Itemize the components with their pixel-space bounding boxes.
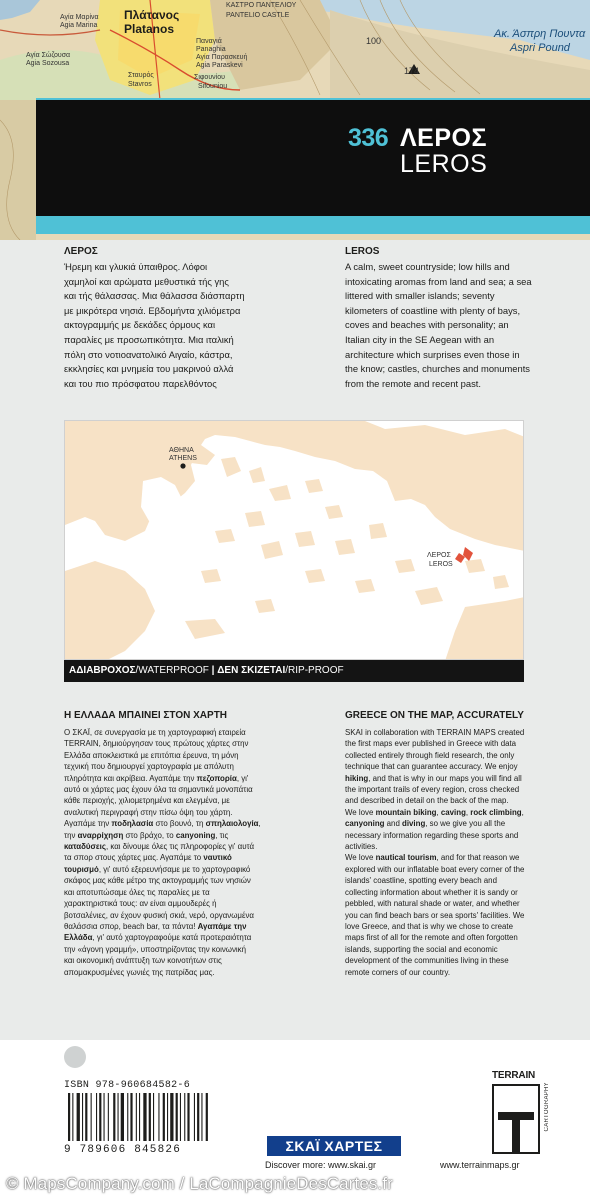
text-line <box>345 841 577 852</box>
recycle-badge-icon <box>64 1046 86 1068</box>
text-line <box>345 887 577 898</box>
leros-label-gr: ΛΕΡΟΣ <box>427 552 451 559</box>
text-line <box>64 875 332 886</box>
greek-intro-text <box>64 260 314 391</box>
title-greek: ΛΕΡΟΣ <box>400 124 487 152</box>
barcode-bar <box>163 1093 165 1141</box>
text-line <box>64 898 332 909</box>
barcode-bar <box>91 1093 92 1141</box>
text-line <box>345 738 577 749</box>
text-run: βοτσαλένιες, αν έχουν φυσική σκιά, νερό, οργανωμένα <box>64 910 254 920</box>
barcode-bar <box>180 1093 181 1141</box>
bold-term: caving <box>440 807 466 817</box>
bold-term: σπηλαιολογία <box>205 819 259 829</box>
english-intro-text <box>345 260 565 391</box>
bold-term: Ελλάδα <box>64 933 93 943</box>
text-run: στο βουνό, τη <box>153 819 206 829</box>
text-line <box>64 910 332 921</box>
bold-term: πεζοπορία <box>196 773 237 783</box>
waterproof-en: /WATERPROOF <box>135 665 209 676</box>
text-line: from the remote and recent past. <box>345 377 482 389</box>
text-line <box>64 830 332 841</box>
barcode-bar <box>197 1093 199 1141</box>
text-line: εκκλησίες και μνημεία του μακρινού αλλά <box>64 363 234 375</box>
text-run: απομακρυσμένες γωνιές της πατρίδας μας. <box>64 967 215 977</box>
text-line <box>64 761 332 772</box>
title-english: LEROS <box>400 150 488 178</box>
barcode-bar <box>167 1093 168 1141</box>
text-run: αυτό οι χάρτες μας έχουν όλα τα σημαντικά μονοπάτια <box>64 785 253 795</box>
map-label-panagia-en: Panaghia <box>196 46 226 53</box>
barcode-bar <box>108 1093 109 1141</box>
text-run: πληρότητα και ακρίβεια. Αγαπάμε την <box>64 773 197 783</box>
text-line: ακτογραμμής με δεκάδες όρμους και <box>64 319 216 331</box>
text-run: collecting information about whether it is sandy or <box>345 887 518 897</box>
barcode-bar <box>118 1093 119 1141</box>
barcode-bar <box>113 1093 115 1141</box>
text-line: littered with smaller islands; seventy <box>345 290 495 302</box>
terrain-logo-name: TERRAIN <box>492 1070 536 1081</box>
text-run: SKAI in collaboration with TERRAIN MAPS created <box>345 728 525 737</box>
text-run: development of the communities living in these <box>345 956 509 966</box>
map-label-platanos-en: Platanos <box>124 22 175 36</box>
barcode-bar <box>136 1093 137 1141</box>
text-run: , και δίνουμε όλες τις πληροφορίες γι' αυτά <box>105 842 255 852</box>
barcode-bar <box>194 1093 195 1141</box>
text-run: , <box>521 807 524 817</box>
text-line: και του πιο πρόσφατου παρελθόντος <box>64 377 217 389</box>
athens-label-gr: ΑΘΗΝΑ <box>169 447 194 454</box>
text-run: και αποτυπώσαμε όλες τις παραλίες με τα <box>64 887 210 897</box>
text-run: love Greece, and that is why we chose to create <box>345 921 513 931</box>
text-line <box>64 750 332 761</box>
text-run: the important trails of every region, cross checked <box>345 785 520 795</box>
text-run: , <box>465 807 471 817</box>
text-line <box>64 727 332 738</box>
map-label-altitude-174: 174 <box>404 66 420 76</box>
barcode-bar <box>184 1093 185 1141</box>
text-line <box>345 773 577 784</box>
bold-term: τουρισμό <box>64 864 99 874</box>
bold-term: καταδύσεις <box>64 842 106 852</box>
text-line: Italian city in the SE Aegean with an <box>345 333 495 345</box>
text-run: αναλυτική περιγραφή στην πίσω όψη του χάρτη. <box>64 807 233 817</box>
text-line <box>345 932 577 943</box>
barcode-graphic <box>64 1093 244 1143</box>
text-run: Ελλάδα αποκλειστικά με επιτόπια έρευνα, τη μόνη <box>64 750 239 760</box>
text-line <box>345 830 577 841</box>
barcode-bar <box>187 1093 189 1141</box>
barcode-bar <box>121 1093 124 1141</box>
text-run: , so we give you all the <box>425 819 506 829</box>
text-line <box>64 967 332 978</box>
aegean-map-graphic <box>65 421 524 660</box>
bold-term: canyoning <box>175 830 216 840</box>
text-run: We love <box>345 853 376 863</box>
bold-term: rock climbing <box>470 807 522 817</box>
map-label-agia-marina-en: Agia Marina <box>60 22 98 29</box>
text-line <box>64 795 332 806</box>
map-label-castle-en: PANTELIO CASTLE <box>226 12 290 19</box>
text-line <box>345 818 577 829</box>
text-run: και οικονομική ανάπτυξη των κοινοτήτων στις <box>64 956 222 966</box>
barcode-bar <box>82 1093 83 1141</box>
text-line: kilometers of coastline with plenty of bays, <box>345 304 521 316</box>
map-number: 336 <box>348 124 389 152</box>
text-run: , and that is why in our maps you will find all <box>368 773 522 783</box>
text-run: maps first of all for the remote and often forgotten <box>345 933 518 943</box>
text-line <box>345 898 577 909</box>
barcode-bar <box>77 1093 80 1141</box>
english-intro-heading: LEROS <box>345 246 380 257</box>
text-run: the first maps ever published in Greece with data <box>345 739 517 749</box>
text-line: the know; castles, churches and monuments <box>345 363 530 375</box>
ripproof-gr: ΔΕΝ ΣΚΙΖΕΤΑΙ <box>217 665 286 676</box>
text-run: θαλάσσια σπορ, beach bar, τα πάντα! <box>64 921 198 931</box>
barcode-bar <box>68 1093 70 1141</box>
leros-label-en: LEROS <box>429 561 453 568</box>
barcode-bar <box>127 1093 128 1141</box>
text-line <box>345 807 577 818</box>
text-line <box>345 795 577 806</box>
text-line <box>345 761 577 772</box>
english-body-heading: GREECE ON THE MAP, ACCURATELY <box>345 710 524 721</box>
text-line: παραλίες με προσωπικότητα. Μια ιταλική <box>64 333 234 345</box>
barcode-bar <box>153 1093 154 1141</box>
text-run: islands' coastline, spotting every beach and <box>345 876 497 886</box>
map-label-agia-paraskevi-gr: Αγία Παρασκευή <box>196 54 248 61</box>
map-label-altitude-100: 100 <box>366 36 382 46</box>
skai-logo-name: ΣΚΑΪ <box>285 1138 321 1154</box>
greek-body-text <box>64 727 332 978</box>
text-run: σκάφος μας κάθε μέτρο της ακτογραμμής των νησιών <box>64 876 251 886</box>
text-line <box>345 864 577 875</box>
text-run: TERRAIN, δημιούργησαν τους πρώτους χάρτες στην <box>64 739 249 749</box>
text-run: την «άγονη γραμμή», υποστηρίζοντας την κοινωνική <box>64 944 246 954</box>
text-run: κάθε περιοχής, χιλιομετρημένα και ελεγμένα, με <box>64 796 230 806</box>
bold-term: αναρρίχηση <box>77 830 124 840</box>
waterproof-gr: ΑΔΙΑΒΡΟΧΟΣ <box>69 665 136 676</box>
barcode-bar <box>96 1093 97 1141</box>
map-label-castle-gr: ΚΑΣΤΡΟ ΠΑΝΤΕΛΙΟΥ <box>226 2 297 9</box>
terrain-logo-sub: CARTOGRAPHY <box>544 1082 550 1132</box>
text-line <box>345 955 577 966</box>
isbn-text: ISBN 978-960684582-6 <box>64 1080 191 1091</box>
text-run: χαρακτηριστικά τους: αν είναι αμμουδερές ή <box>64 899 217 909</box>
text-line <box>345 750 577 761</box>
text-run: and <box>384 819 403 829</box>
text-run: pebbled, with natural shade or water, and whether <box>345 899 520 909</box>
text-line: με μικρότερα νησιά. Εβδομήντα χιλιόμετρα <box>64 304 241 316</box>
text-run: explored with our inflatable boat every corner of the <box>345 864 525 874</box>
text-run: τα σπορ στους χάρτες μας. Αγαπάμε το <box>64 853 204 863</box>
athens-label-en: ATHENS <box>169 455 197 462</box>
bold-term: ποδηλασία <box>111 819 154 829</box>
text-line <box>345 910 577 921</box>
barcode-bar <box>99 1093 101 1141</box>
text-run: , and for that reason we <box>436 853 520 863</box>
text-run: islands, supporting the social and economic <box>345 944 498 954</box>
ripproof-en: /RIP-PROOF <box>285 665 344 676</box>
text-line <box>64 921 332 932</box>
text-line: architecture which surprises even those in <box>345 348 520 360</box>
terrain-logo-icon <box>498 1112 534 1152</box>
barcode-bar <box>206 1093 208 1141</box>
text-run: Αγαπάμε την <box>64 819 112 829</box>
terrain-url: www.terrainmaps.gr <box>440 1160 520 1170</box>
text-run: necessary information regarding these sports and <box>345 830 519 840</box>
text-line <box>64 852 332 863</box>
map-label-stavros-gr: Σταυρός <box>128 72 154 79</box>
skai-logo <box>267 1136 401 1156</box>
barcode-bar <box>72 1093 73 1141</box>
text-line <box>345 852 577 863</box>
text-line <box>64 807 332 818</box>
map-label-sifouniou-en: Sifouniou <box>198 83 228 90</box>
barcode-bar <box>158 1093 159 1141</box>
map-label-agia-marina-gr: Αγία Μαρίνα <box>60 14 99 21</box>
english-body-text <box>345 727 577 978</box>
barcode-bar <box>149 1093 151 1141</box>
barcode-bar <box>176 1093 178 1141</box>
bold-term: canyoning <box>345 819 385 829</box>
barcode-bar <box>170 1093 173 1141</box>
map-label-platanos-gr: Πλάτανος <box>124 8 180 22</box>
greek-intro-heading: ΛΕΡΟΣ <box>64 246 98 257</box>
features-separator: | <box>208 665 218 676</box>
bold-term: diving <box>402 819 426 829</box>
barcode-bar <box>143 1093 146 1141</box>
barcode-digits: 9 789606 845826 <box>64 1144 182 1156</box>
bold-term: hiking <box>345 773 369 783</box>
text-line <box>345 875 577 886</box>
text-line: Ήρεμη και γλυκιά ύπαιθρος. Λόφοι <box>64 261 208 272</box>
map-label-cape-en: Aspri Pound <box>510 42 570 54</box>
map-label-agia-sozousa-en: Agia Sozousa <box>26 60 70 67</box>
text-run: technique that can guarantee accuracy. We enjoy <box>345 762 518 772</box>
map-label-sifouniou-gr: Σιφουνίου <box>194 74 225 81</box>
map-label-cape-gr: Ακ. Άσπρη Πουντα <box>494 28 586 40</box>
text-line <box>345 784 577 795</box>
bold-term: mountain biking <box>375 807 437 817</box>
skai-url: Discover more: www.skai.gr <box>265 1160 377 1170</box>
map-label-stavros-en: Stavros <box>128 81 152 88</box>
barcode-bar <box>85 1093 87 1141</box>
barcode-bar <box>139 1093 140 1141</box>
text-line <box>64 932 332 943</box>
text-line <box>345 967 577 978</box>
text-line <box>64 738 332 749</box>
text-line <box>64 955 332 966</box>
text-run: , <box>258 819 261 829</box>
aegean-locator-map <box>64 420 524 660</box>
text-line: intoxicating aromas from land and sea; a sea <box>345 275 532 287</box>
map-label-agia-sozousa-gr: Αγία Σώζουσα <box>26 52 71 59</box>
skai-logo-maps: ΧΑΡΤΕΣ <box>324 1138 383 1154</box>
text-run: remote corners of our country. <box>345 967 451 977</box>
text-line: και τής θάλασσας. Μια θάλασσα διάσπαρτη <box>64 290 245 302</box>
text-run: , γι' αυτό εξερευνήσαμε με το χαρτογραφικό <box>98 864 251 874</box>
text-run: , γι' αυτό χαρτογραφούμε κατά προτεραιότητα <box>92 933 252 943</box>
text-line <box>345 727 577 738</box>
text-line <box>64 944 332 955</box>
text-run: , τις <box>215 830 229 840</box>
features-bar <box>64 660 524 682</box>
title-band <box>36 100 590 216</box>
bold-term: nautical tourism <box>375 853 437 863</box>
barcode-bar <box>130 1093 132 1141</box>
text-line <box>64 818 332 829</box>
text-run: Ο ΣΚΑΪ, σε συνεργασία με τη χαρτογραφική εταιρεία <box>64 728 246 737</box>
text-run: collected entirely through field research, the only <box>345 750 515 760</box>
text-line <box>64 841 332 852</box>
text-line: A calm, sweet countryside; low hills and <box>345 261 510 272</box>
text-run: you can find beach bars or sea sports' facilities. We <box>345 910 525 920</box>
bold-term: Αγαπάμε την <box>197 921 247 931</box>
text-line: χαμηλοί και αρώματα μεθυστικά τής γης <box>64 275 229 287</box>
map-label-panagia-gr: Παναγιά <box>196 38 222 45</box>
barcode-bar <box>104 1093 105 1141</box>
text-run: We love <box>345 807 376 817</box>
text-line <box>345 944 577 955</box>
map-label-agia-paraskevi-en: Agia Paraskevi <box>196 62 243 69</box>
text-line: πόλη στο νοτιοανατολικό Αιγαίο, κάστρα, <box>64 348 233 360</box>
text-line: coves and beaches with personality; an <box>345 319 509 331</box>
text-line <box>64 784 332 795</box>
text-line <box>64 864 332 875</box>
text-line <box>345 921 577 932</box>
text-run: activities. <box>345 842 378 852</box>
bold-term: ναυτικό <box>203 853 232 863</box>
text-run: την <box>64 830 78 840</box>
text-run: , γι' <box>236 773 249 783</box>
text-line <box>64 773 332 784</box>
text-run: and described in detail on the back of the map. <box>345 796 509 806</box>
text-line <box>64 887 332 898</box>
text-run: στο βράχο, το <box>123 830 176 840</box>
text-run: τεχνική που δημιουργεί χαρτογραφία με απόλυτη <box>64 762 234 772</box>
copyright-watermark: © MapsCompany.com / LaCompagnieDesCartes.fr <box>6 1174 393 1193</box>
greek-body-heading: Η ΕΛΛΑΔΑ ΜΠΑΙΝΕΙ ΣΤΟΝ ΧΑΡΤΗ <box>64 710 228 721</box>
text-run: , <box>436 807 441 817</box>
barcode-bar <box>201 1093 202 1141</box>
